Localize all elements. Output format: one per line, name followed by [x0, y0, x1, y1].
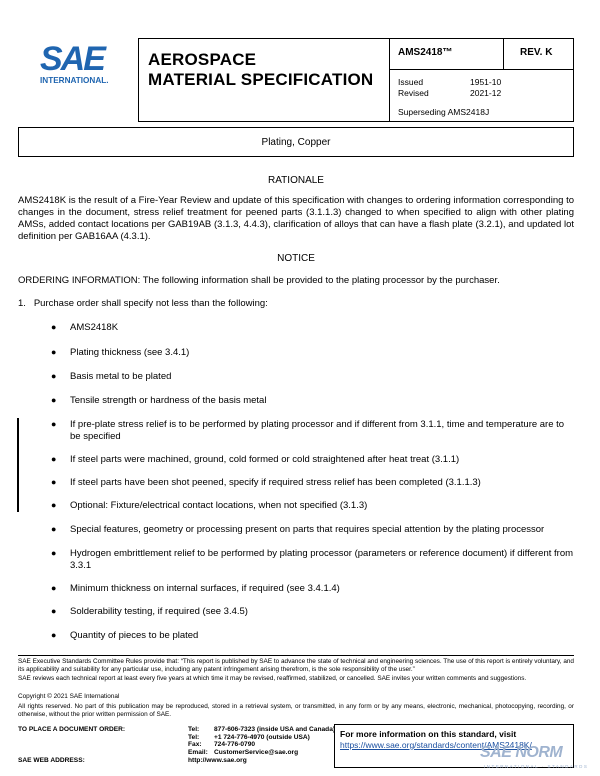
contact-value[interactable]: CustomerService@sae.org	[214, 748, 299, 756]
more-info-title: For more information on this standard, visit	[340, 729, 517, 739]
change-bar	[17, 418, 19, 512]
bullet: ●	[51, 606, 57, 616]
watermark-logo: SAE NORM	[480, 744, 563, 761]
doc-number: AMS2418™	[398, 47, 453, 58]
standard-link[interactable]: https://www.sae.org/standards/content/AMS2418K/	[340, 740, 532, 750]
bullet: ●	[51, 419, 57, 429]
web-address-link[interactable]: http://www.sae.org	[188, 757, 247, 764]
list-item: Optional: Fixture/electrical contact locations, when not specified (3.1.3)	[70, 500, 368, 511]
bullet: ●	[51, 524, 57, 534]
contact-value: 724-776-0790	[214, 741, 256, 748]
contact-key: Fax:	[188, 741, 202, 748]
sae-logo-sub: INTERNATIONAL.	[40, 76, 109, 85]
superseding: Superseding AMS2418J	[398, 107, 490, 117]
bullet: ●	[51, 347, 57, 357]
ordering-item-1: 1. Purchase order shall specify not less than the following:	[18, 298, 268, 309]
bullet: ●	[51, 395, 57, 405]
ordering-info: ORDERING INFORMATION: The following information shall be provided to the plating processor by the purchaser.	[18, 275, 500, 286]
bullet: ●	[51, 371, 57, 381]
list-item: Solderability testing, if required (see 3.4.5)	[70, 606, 248, 617]
list-item: Tensile strength or hardness of the basis metal	[70, 395, 267, 406]
watermark-sub: INTERNATIONAL · STANDARDS	[484, 764, 589, 769]
notice-heading: NOTICE	[277, 253, 315, 264]
spec-type-title	[148, 50, 373, 90]
order-label: TO PLACE A DOCUMENT ORDER:	[18, 726, 126, 733]
list-item: Basis metal to be plated	[70, 371, 172, 382]
list-item: If steel parts were machined, ground, cold formed or cold straightened after heat treat (3.1.1)	[70, 454, 460, 465]
footer-review-text: SAE reviews each technical report at least every five years at which time it may be revised, reaffirmed, stabilized, or cancelled. SAE invites your written comments and suggestions.	[18, 675, 527, 682]
list-item: Quantity of pieces to be plated	[70, 630, 199, 641]
title-line-2: MATERIAL SPECIFICATION	[148, 70, 374, 89]
footer-rights-text: All rights reserved. No part of this publication may be reproduced, stored in a retrieval system, or transmitted, in any form or by any means, electronic, mechanical, photocopying, recording, or otherwise, without the prior written permission of SAE.	[18, 703, 574, 718]
bullet: ●	[51, 322, 57, 332]
list-item: Hydrogen embrittlement relief to be performed by plating processor (parameters or reference document) if different from 3.3.1	[70, 548, 574, 571]
revised-value: 2021-12	[470, 88, 502, 98]
doc-title: Plating, Copper	[261, 137, 331, 148]
footer-copyright: Copyright © 2021 SAE International	[18, 693, 120, 700]
list-item: Minimum thickness on internal surfaces, if required (see 3.4.1.4)	[70, 583, 340, 594]
rationale-heading: RATIONALE	[268, 175, 324, 186]
contact-value: 877-606-7323 (inside USA and Canada)	[214, 726, 336, 733]
contact-key: Email:	[188, 748, 208, 756]
bullet: ●	[51, 454, 57, 464]
list-item: Special features, geometry or processing present on parts that requires special attention by the plating processor	[70, 524, 545, 535]
list-item: If pre-plate stress relief is to be performed by plating processor and if different from 3.1.1, time and temperature are to be specified	[70, 419, 565, 442]
footer-rules-text: SAE Executive Standards Committee Rules provide that: “This report is published by SAE to advance the state of technical and engineering sciences. The use of this report is entirely voluntary, and its applicability and suitability for any particular use, including any patent infringement arising therefrom, is the sole responsibility of the user.”	[18, 658, 574, 673]
doc-revision: REV. K	[520, 47, 553, 58]
contact-key: Tel:	[188, 733, 200, 741]
footer-rule	[18, 655, 574, 656]
bullet: ●	[51, 477, 57, 487]
issued-value: 1951-10	[470, 77, 502, 87]
list-item: If steel parts have been shot peened, specify if required stress relief has been completed (3.1.1.3)	[70, 477, 481, 488]
sae-logo-mark: SAE	[40, 40, 104, 78]
list-item: Plating thickness (see 3.4.1)	[70, 347, 190, 358]
issued-label: Issued	[398, 77, 424, 87]
contact-key: Tel:	[188, 726, 200, 733]
sae-logo	[38, 40, 128, 90]
rationale-text: AMS2418K is the result of a Fire-Year Review and update of this specification with changes to ordering information corresponding to changes in the document, stress relief treatment for peened parts (3.1.1.3) changed to when specified to align with other plating AMSs, added contact locations per GAB19AB (3.1.3, 4.4.3), clarification of alloys that can have a flash plate (3.2.1), and updated lot definition per GAB16AA (4.3.1).	[18, 195, 574, 242]
bullet: ●	[51, 583, 57, 593]
contact-value: +1 724-776-4970 (outside USA)	[214, 733, 310, 741]
bullet: ●	[51, 500, 57, 510]
bullet: ●	[51, 548, 57, 558]
bullet: ●	[51, 630, 57, 640]
title-line-1: AEROSPACE	[148, 50, 257, 69]
list-item: AMS2418K	[70, 322, 119, 333]
web-label: SAE WEB ADDRESS:	[18, 757, 85, 764]
revised-label: Revised	[398, 88, 429, 98]
